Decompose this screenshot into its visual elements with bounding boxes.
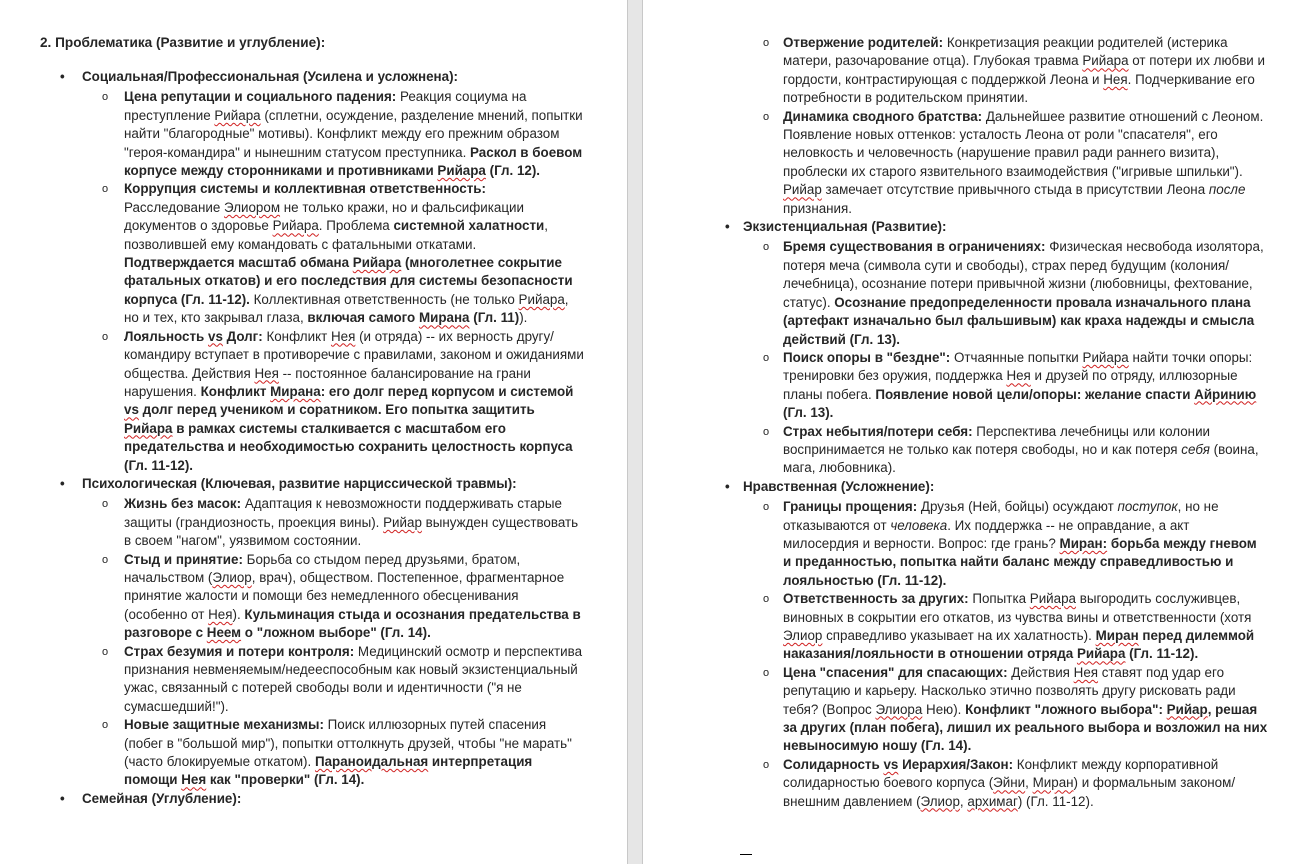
circle-bullet-icon: o bbox=[763, 241, 770, 254]
item-text: Цена "спасения" для спасающих: Действия Нея ставят под удар его репутацию и карьеру. Насколько этично позволять другу рисковать ради тебя? (Вопрос Элиора Нею). Конфликт "ложного выбора": Рийар, решая за других (план побега), лишил их реального выбора и возложил на них невыносимую ношу (Гл. 14). bbox=[783, 664, 1268, 754]
circle-bullet-icon: o bbox=[763, 425, 770, 438]
item-text: Ответственность за других: Попытка Рийара выгородить сослуживцев, виновных в сокрытии его откатов, из чувства вины и ответственности (хотя Элиор справедливо указывает на их халатность). Миран перед дилеммой наказания/лояльности в отношении отряда Рийара (Гл. 11-12). bbox=[783, 591, 1255, 662]
sub-list-item bbox=[40, 551, 585, 643]
section-title: Психологическая (Ключевая, развитие нарциссической травмы): bbox=[82, 475, 517, 491]
list-section bbox=[703, 478, 1268, 811]
item-text: Новые защитные механизмы: Поиск иллюзорных путей спасения (побег в "большой мир"), попытки оттолкнуть друзей, чтобы "не марать" (часто блокируемые откатом). Параноидальная интерпретация помощи Нея как "проверки" (Гл. 14). bbox=[124, 717, 572, 788]
circle-bullet-icon: o bbox=[763, 501, 770, 514]
item-text: Стыд и принятие: Борьба со стыдом перед друзьями, братом, начальством (Элиор, врач), обществом. Постепенное, фрагментарное принятие жалости и помощи без немедленного обесценивания (особенно от Нея). Кульминация стыда и осознания предательства в разговоре с Неем о "ложном выборе" (Гл. 14). bbox=[124, 551, 581, 641]
page-content[interactable] bbox=[723, 34, 1268, 811]
bullet-icon: • bbox=[60, 475, 65, 491]
sub-list-item bbox=[40, 495, 585, 550]
item-text: Цена репутации и социального падения: Реакция социума на преступление Рийара (сплетни, осуждение, разделение мнений, попытки найти "благородные" мотивы). Конфликт между его прежним образом "героя-командира" и нынешним статусом преступника. Раскол в боевом корпусе между сторонниками и противниками Рийара (Гл. 12). bbox=[124, 89, 583, 179]
section-title: Экзистенциальная (Развитие): bbox=[743, 219, 947, 235]
item-text: Страх безумия и потери контроля: Медицинский осмотр и перспектива признания невменяемым/недееспособным как новый экзистенциальный ужас, связанный с потерей свободы воли и идентичности ("я не сумасшедший!"). bbox=[124, 643, 583, 714]
circle-bullet-icon: o bbox=[763, 110, 770, 123]
bullet-list bbox=[703, 218, 1268, 811]
bullet-icon: • bbox=[725, 478, 730, 494]
list-section bbox=[40, 475, 585, 790]
text-cursor bbox=[740, 854, 752, 855]
item-text: Поиск опоры в "бездне": Отчаянные попытки Рийара найти точки опоры: тренировки без оружия, поддержка Нея и друзей по отряду, иллюзорные планы побега. Появление новой цели/опоры: желание спасти Айринию (Гл. 13). bbox=[783, 349, 1257, 421]
section-title: Нравственная (Усложнение): bbox=[743, 478, 935, 494]
bullet-icon: • bbox=[725, 219, 730, 235]
sub-list-item bbox=[40, 328, 585, 475]
item-text: Динамика сводного братства: Дальнейшее развитие отношений с Леоном. Появление новых оттенков: усталость Леона от роли "спасателя", его неловкость и человечность (нарушение правил ради раннего визита), проблески их старого язвительного взаимодействия ("игривые шпильки"). Рийар замечает отсутствие привычного стыда в присутствии Леона после признания. bbox=[783, 108, 1264, 216]
circle-bullet-icon: o bbox=[102, 645, 109, 658]
item-text: Солидарность vs Иерархия/Закон: Конфликт между корпоративной солидарностью боевого корпуса (Эйни, Миран) и формальным законом/внешним давлением (Элиор, архимаг) (Гл. 11-12). bbox=[783, 756, 1236, 809]
circle-bullet-icon: o bbox=[102, 719, 109, 732]
sub-list-item bbox=[40, 643, 585, 717]
sub-list bbox=[82, 88, 585, 475]
circle-bullet-icon: o bbox=[763, 351, 770, 364]
list-section bbox=[40, 790, 585, 808]
sub-list bbox=[743, 238, 1268, 477]
sub-list-item bbox=[703, 34, 1268, 108]
section-heading: 2. Проблематика (Развитие и углубление): bbox=[40, 35, 326, 50]
item-text: Бремя существования в ограничениях: Физическая несвобода изолятора, потеря меча (символа сути и свободы), страх перед будущим (колония/лечебница), осознание потери привычной жизни (любовницы, фехтование, статус). Осознание предопределенности провала изначального плана (артефакт изначально был фальшивым) как краха надежды и смысла действий (Гл. 13). bbox=[783, 239, 1264, 347]
sub-list-item bbox=[703, 498, 1268, 590]
item-text: Лояльность vs Долг: Конфликт Нея (и отряда) -- их верность другу/командиру вступает в противоречие с правилами, законом и ожиданиями общества. Действия Нея -- постоянное балансирование на грани нарушения. Конфликт Мирана: его долг перед корпусом и системой vs долг перед учеником и соратником. Его попытка защитить Рийара в рамках системы сталкивается с масштабом его предательства и необходимостью сохранить целостность корпуса (Гл. 11-12). bbox=[124, 328, 584, 473]
section-title: Семейная (Углубление): bbox=[82, 790, 242, 806]
section-title: Социальная/Профессиональная (Усилена и усложнена): bbox=[82, 69, 458, 84]
circle-bullet-icon: o bbox=[102, 330, 109, 343]
item-text: Отвержение родителей: Конкретизация реакции родителей (истерика матери, разочарование отца). Глубокая травма Рийара от потери их любви и гордости, контрастирующая с поддержкой Леона и Нея. Подчеркивание его потребности в родительском принятии. bbox=[783, 35, 1265, 106]
sub-list-item bbox=[40, 88, 585, 180]
sub-list-item bbox=[703, 664, 1268, 756]
circle-bullet-icon: o bbox=[763, 666, 770, 679]
sub-list bbox=[743, 498, 1268, 811]
bullet-icon: • bbox=[60, 790, 65, 806]
sub-list-item bbox=[703, 423, 1268, 478]
bullet-icon: • bbox=[60, 69, 65, 84]
circle-bullet-icon: o bbox=[102, 498, 109, 511]
item-text: Страх небытия/потери себя: Перспектива лечебницы или колонии воспринимается не только как потеря свободы, но и как потеря себя (воина, мага, любовника). bbox=[783, 423, 1259, 476]
circle-bullet-icon: o bbox=[102, 183, 109, 196]
sub-list-item bbox=[703, 238, 1268, 348]
circle-bullet-icon: o bbox=[763, 758, 770, 771]
circle-bullet-icon: o bbox=[763, 593, 770, 606]
list-section bbox=[703, 218, 1268, 478]
page-content[interactable] bbox=[40, 34, 585, 810]
sub-list-item bbox=[703, 108, 1268, 218]
sub-list bbox=[82, 495, 585, 790]
sub-list-item bbox=[40, 716, 585, 790]
sub-list-item bbox=[40, 180, 585, 327]
circle-bullet-icon: o bbox=[102, 91, 109, 104]
document-page-right[interactable] bbox=[643, 0, 1307, 864]
list-section bbox=[40, 68, 585, 475]
continued-sub-list bbox=[703, 34, 1268, 218]
bullet-list bbox=[40, 68, 585, 808]
sub-list-item bbox=[703, 349, 1268, 423]
item-text: Жизнь без масок: Адаптация к невозможности поддерживать старые защиты (грандиозность, проекция вины). Рийар вынужден существовать в своем "нагом", уязвимом состоянии. bbox=[124, 496, 579, 549]
document-page-left[interactable] bbox=[0, 0, 627, 864]
page-separator bbox=[627, 0, 643, 864]
circle-bullet-icon: o bbox=[102, 553, 109, 566]
item-text: Границы прощения: Друзья (Ней, бойцы) осуждают поступок, но не отказываются от человека. Их поддержка -- не оправдание, а акт милосердия и верности. Вопрос: где грань? Миран: борьба между гневом и преданностью, попытка найти баланс между справедливостью и лояльностью (Гл. 11-12). bbox=[783, 499, 1257, 588]
sub-list-item bbox=[703, 590, 1268, 664]
item-text: Коррупция системы и коллективная ответственность: Расследование Элиором не только кражи, но и фальсификации документов о здоровье Рийара. Проблема системной халатности, позволившей ему командовать с фатальными откатами. Подтверждается масштаб обмана Рийара (многолетнее сокрытие фатальных откатов) и его последствия для системы безопасности корпуса (Гл. 11-12). Коллективная ответственность (не только Рийара, но и тех, кто закрывал глаза, включая самого Мирана (Гл. 11)). bbox=[124, 181, 573, 326]
sub-list-item bbox=[703, 756, 1268, 811]
circle-bullet-icon: o bbox=[763, 37, 770, 49]
